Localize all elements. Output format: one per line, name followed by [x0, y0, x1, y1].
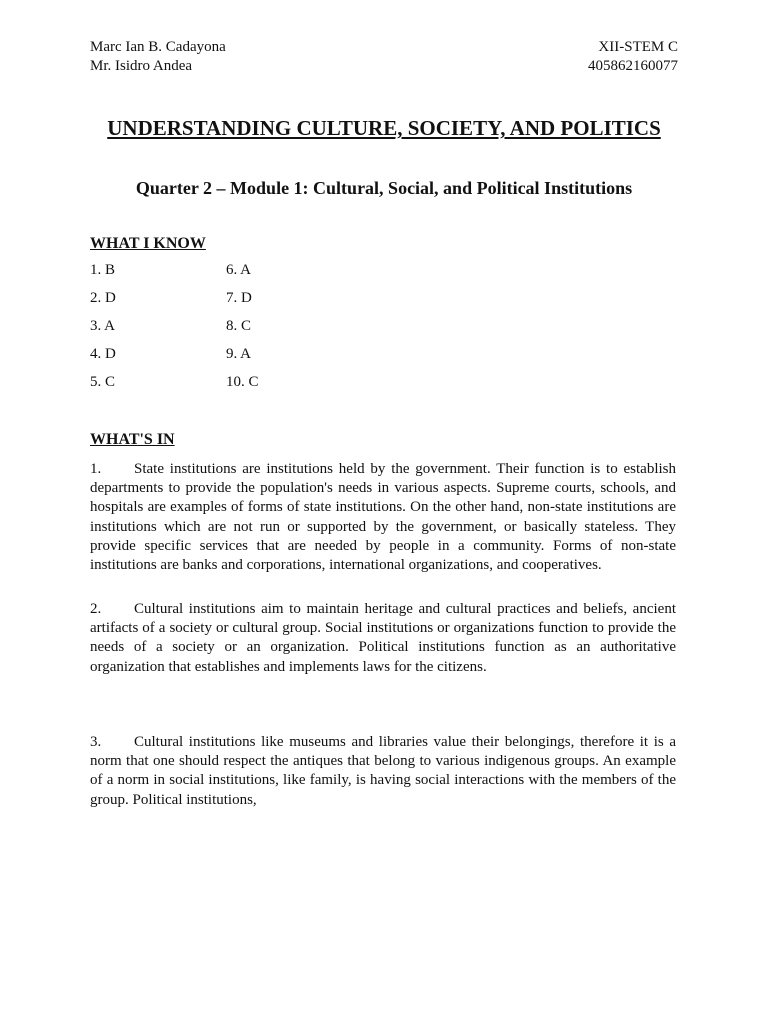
paragraph-1 — [90, 460, 676, 575]
answer-item: 8. C — [226, 318, 252, 334]
header-row-1 — [90, 38, 678, 57]
document-title: UNDERSTANDING CULTURE, SOCIETY, AND POLITICS — [107, 116, 661, 140]
header-row-2 — [90, 57, 678, 76]
paragraph-number: 2. — [90, 601, 102, 617]
section-label: XII-STEM C — [598, 39, 678, 55]
document-header — [90, 38, 678, 76]
paragraph-text: Cultural institutions aim to maintain heritage and cultural practices and beliefs, ancient artifacts of a society or cultural group. Social institutions or organizations function to provide the needs of a society or an organization. Political institutions function as an authoritative organization that establishes and implements laws for the citizens. — [90, 601, 676, 675]
answer-row — [90, 262, 362, 290]
module-subtitle: Quarter 2 – Module 1: Cultural, Social, and Political Institutions — [135, 178, 633, 198]
answer-key — [90, 262, 362, 402]
paragraph-number: 1. — [90, 461, 102, 477]
answer-item: 5. C — [90, 374, 116, 390]
student-name: Marc Ian B. Cadayona — [90, 39, 226, 55]
answer-item: 1. B — [90, 262, 116, 278]
answer-row — [90, 374, 362, 402]
answer-item: 2. D — [90, 290, 116, 306]
answer-item: 10. C — [226, 374, 259, 390]
paragraph-text: Cultural institutions like museums and libraries value their belongings, therefore it is a norm that one should respect the antiques that belong to various indigenous groups. An example of a norm in social institutions, like family, is having social interactions with the members of the group. Political institutions, — [90, 734, 676, 808]
what-i-know-heading: WHAT I KNOW — [90, 235, 206, 252]
whats-in-heading: WHAT'S IN — [90, 431, 175, 448]
answer-row — [90, 318, 362, 346]
answer-item: 4. D — [90, 346, 116, 362]
paragraph-3 — [90, 733, 676, 810]
paragraph-text: State institutions are institutions held by the government. Their function is to establish departments to provide the population's needs in various aspects. Supreme courts, schools, and hospitals are examples of forms of state institutions. On the other hand, non-state institutions are institutions which are not run or supported by the government, or basically stateless. They provide specific services that are needed by people in a community. Forms of non-state institutions are banks and corporations, international organizations, and cooperatives. — [90, 461, 676, 574]
answer-item: 9. A — [226, 346, 252, 362]
teacher-name: Mr. Isidro Andea — [90, 58, 193, 74]
id-number: 405862160077 — [588, 58, 678, 74]
answer-row — [90, 346, 362, 374]
answer-item: 6. A — [226, 262, 252, 278]
paragraph-2 — [90, 600, 676, 677]
answer-row — [90, 290, 362, 318]
answer-item: 3. A — [90, 318, 116, 334]
paragraph-number: 3. — [90, 734, 102, 750]
answer-item: 7. D — [226, 290, 252, 306]
